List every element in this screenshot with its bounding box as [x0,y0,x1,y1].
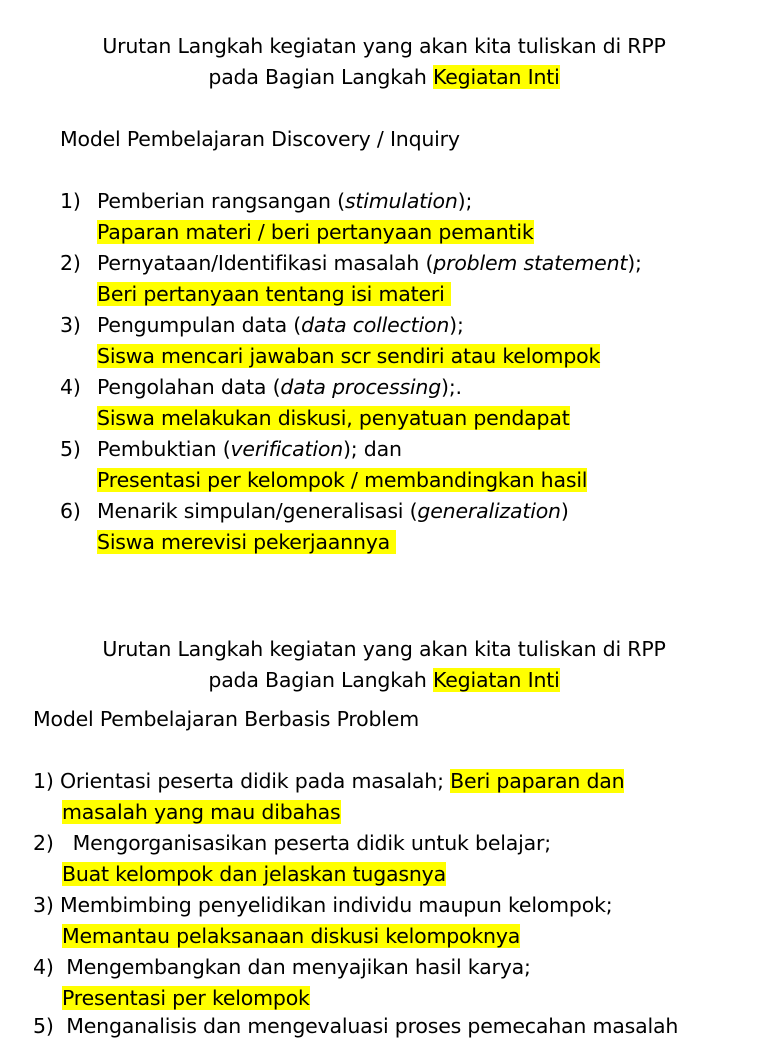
step-text-end: ) [560,499,569,523]
step-text: Pengolahan data ( [97,375,281,399]
section1-step-6 [60,497,569,525]
step-action-inline: Beri paparan dan [450,769,625,793]
step-term: data collection [301,313,450,337]
step-term: data processing [280,375,442,399]
section1-step-5-action [97,466,587,494]
section1-step-6-action [97,528,396,556]
step-text-end: );. [441,375,462,399]
section1-step-1-action [97,218,534,246]
section2-title-prefix: pada Bagian Langkah [208,668,434,692]
step-text: Pernyataan/Identifikasi masalah ( [97,251,434,275]
step-term: problem statement [433,251,628,275]
step-text: 1) Orientasi peserta didik pada masalah; [33,769,451,793]
step-text-end: ); dan [342,437,402,461]
step-action: Paparan materi / beri pertanyaan pemantik [97,220,534,244]
step-text: 4) Mengembangkan dan menyajikan hasil karya; [33,955,531,979]
section2-model: Model Pembelajaran Berbasis Problem [33,707,419,731]
section1-step-4 [60,373,462,401]
section1-title-line1: Urutan Langkah kegiatan yang akan kita tuliskan di RPP [102,34,666,58]
step-number: 6) [60,499,81,523]
section1-step-3 [60,311,464,339]
section1-title-prefix: pada Bagian Langkah [208,65,434,89]
step-action: masalah yang mau dibahas [62,800,341,824]
step-term: verification [230,437,343,461]
step-action: Beri pertanyaan tentang isi materi [97,282,451,306]
step-term: stimulation [344,189,458,213]
step-text-end: ); [627,251,642,275]
section2-step-2 [33,829,551,857]
section2-step-4 [33,953,531,981]
section1-step-5 [60,435,402,463]
section2-title-line2 [0,666,768,694]
step-number: 2) [60,251,81,275]
step-text-end: ); [457,189,473,213]
section2-step-5 [33,1012,678,1040]
section2-step-3-action [62,922,520,950]
section1-step-2-action [97,280,451,308]
step-text: Menarik simpulan/generalisasi ( [97,499,418,523]
step-term: generalization [417,499,561,523]
step-number: 4) [60,375,81,399]
step-action: Presentasi per kelompok [62,986,310,1010]
section2-title-line1: Urutan Langkah kegiatan yang akan kita tuliskan di RPP [102,637,666,661]
step-text: 3) Membimbing penyelidikan individu maupun kelompok; [33,893,613,917]
step-action: Siswa melakukan diskusi, penyatuan pendapat [97,406,570,430]
section1-step-4-action [97,404,570,432]
step-text: 2) Mengorganisasikan peserta didik untuk belajar; [33,831,551,855]
step-action: Presentasi per kelompok / membandingkan hasil [97,468,588,492]
step-number: 5) [60,437,81,461]
step-text: Pemberian rangsangan ( [97,189,345,213]
section2-step-1-action [62,798,341,826]
section2-title-highlight: Kegiatan Inti [433,668,560,692]
step-text-end: ); [449,313,464,337]
section1-title-highlight: Kegiatan Inti [433,65,560,89]
section2-step-2-action [62,860,446,888]
section1-model: Model Pembelajaran Discovery / Inquiry [60,127,460,151]
step-text: 5) Menganalisis dan mengevaluasi proses pemecahan masalah [33,1014,679,1038]
step-text: Pengumpulan data ( [97,313,302,337]
step-action: Siswa mencari jawaban scr sendiri atau kelompok [97,344,601,368]
step-number: 3) [60,313,81,337]
section1-step-1 [60,187,472,215]
section1-step-2 [60,249,642,277]
step-action: Buat kelompok dan jelaskan tugasnya [62,862,446,886]
section2-step-3 [33,891,612,919]
step-action: Memantau pelaksanaan diskusi kelompoknya [62,924,521,948]
section2-step-1 [33,767,624,795]
section2-step-4-action [62,984,310,1012]
step-action: Siswa merevisi pekerjaannya [97,530,397,554]
section1-step-3-action [97,342,600,370]
step-text: Pembuktian ( [97,437,231,461]
section1-title-line2 [0,63,768,91]
step-number: 1) [60,189,81,213]
